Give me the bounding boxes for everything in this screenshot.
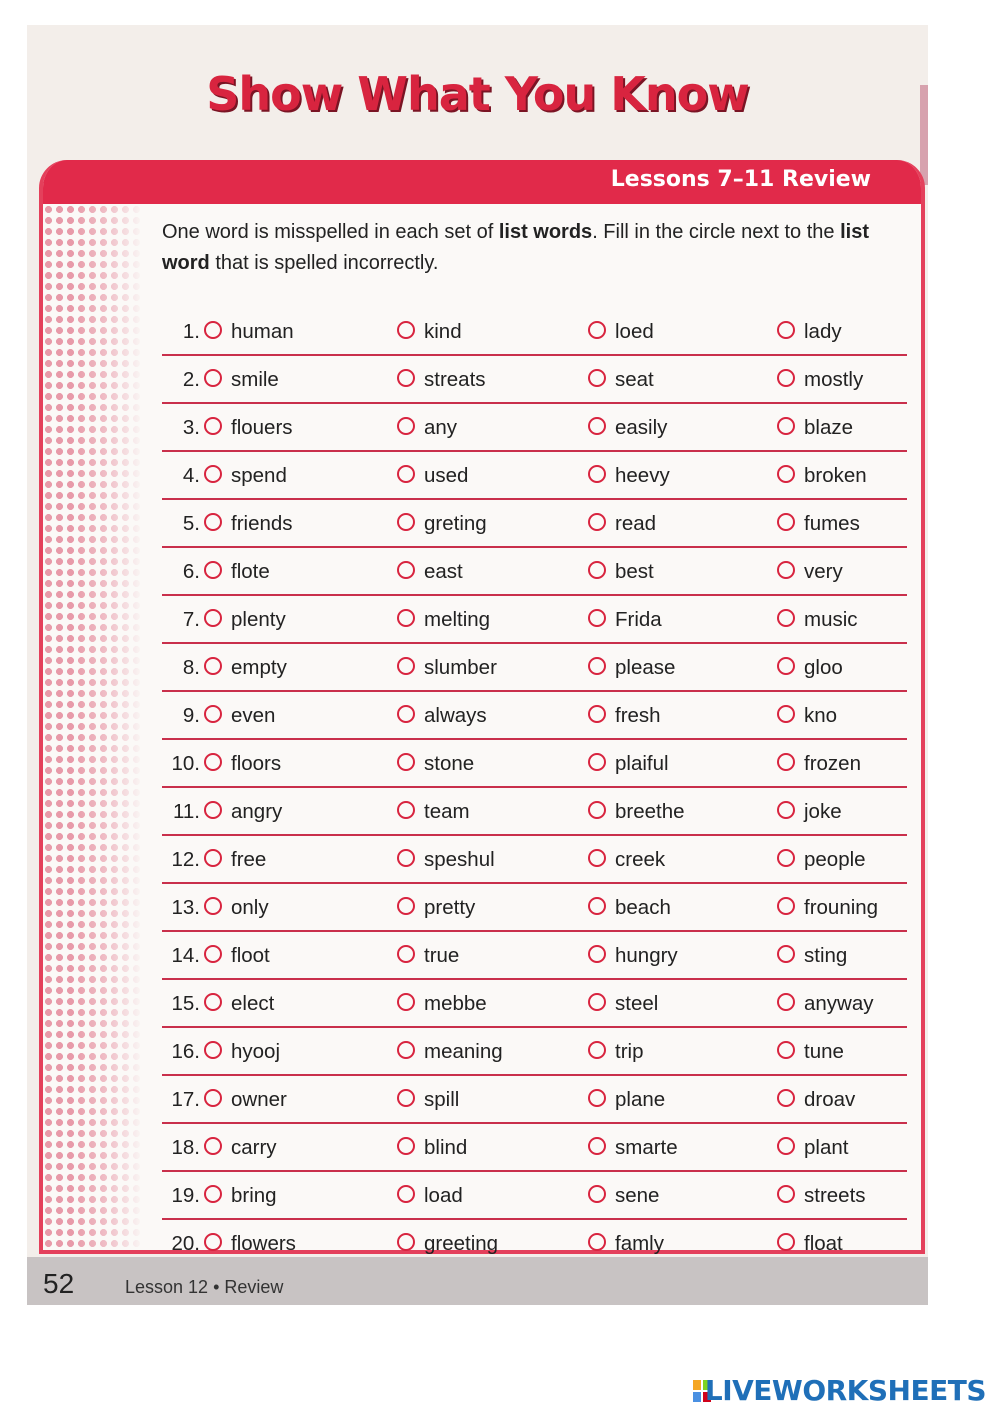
answer-option[interactable] <box>777 1040 844 1064</box>
option-word: frozen <box>804 752 861 775</box>
answer-option[interactable] <box>204 608 286 632</box>
option-word: easily <box>615 416 668 439</box>
answer-option[interactable] <box>588 800 685 824</box>
radio-circle-icon[interactable] <box>397 1041 415 1059</box>
answer-option[interactable] <box>777 1088 855 1112</box>
answer-option[interactable] <box>204 368 279 392</box>
answer-option[interactable] <box>588 560 654 584</box>
question-row <box>162 884 907 932</box>
radio-circle-icon[interactable] <box>777 561 795 579</box>
option-word: breethe <box>615 800 685 823</box>
option-word: blaze <box>804 416 854 439</box>
answer-option[interactable] <box>588 656 675 680</box>
answer-option[interactable] <box>397 560 463 584</box>
radio-circle-icon[interactable] <box>204 1089 222 1107</box>
answer-option[interactable] <box>777 896 878 920</box>
option-word: mebbe <box>424 992 487 1015</box>
option-word: read <box>615 512 657 535</box>
question-row <box>162 1028 907 1076</box>
option-word: loed <box>615 320 654 343</box>
radio-circle-icon[interactable] <box>204 849 222 867</box>
answer-option[interactable] <box>204 1232 296 1256</box>
option-word: heevy <box>615 464 670 487</box>
radio-circle-icon[interactable] <box>204 753 222 771</box>
option-word: smile <box>231 368 279 391</box>
answer-option[interactable] <box>204 992 274 1016</box>
question-row <box>162 452 907 500</box>
answer-option[interactable] <box>397 368 486 392</box>
answer-option[interactable] <box>588 992 658 1016</box>
option-word: only <box>231 896 269 919</box>
radio-circle-icon[interactable] <box>777 849 795 867</box>
answer-option[interactable] <box>204 1136 277 1160</box>
option-word: tune <box>804 1040 844 1063</box>
option-word: plane <box>615 1088 666 1111</box>
option-word: people <box>804 848 866 871</box>
question-row <box>162 308 907 356</box>
answer-option[interactable] <box>588 1136 678 1160</box>
answer-option[interactable] <box>588 608 662 632</box>
option-word: greting <box>424 512 487 535</box>
answer-option[interactable] <box>588 944 678 968</box>
answer-option[interactable] <box>397 464 468 488</box>
option-word: joke <box>804 800 842 823</box>
answer-option[interactable] <box>397 512 487 536</box>
option-word: spill <box>424 1088 460 1111</box>
radio-circle-icon[interactable] <box>204 1137 222 1155</box>
option-word: pretty <box>424 896 476 919</box>
radio-circle-icon[interactable] <box>777 1089 795 1107</box>
answer-option[interactable] <box>588 1088 665 1112</box>
radio-circle-icon[interactable] <box>204 1041 222 1059</box>
answer-option[interactable] <box>397 1040 503 1064</box>
option-word: any <box>424 416 458 439</box>
option-word: true <box>424 944 460 967</box>
option-word: free <box>231 848 267 871</box>
answer-option[interactable] <box>777 416 853 440</box>
question-number: 17. <box>171 1088 200 1111</box>
instructions-text: One word is misspelled in each set of list words. Fill in the circle next to the list word that is spelled incorrectly. <box>162 221 869 274</box>
answer-option[interactable] <box>397 1184 463 1208</box>
radio-circle-icon[interactable] <box>204 321 222 339</box>
radio-circle-icon[interactable] <box>397 465 415 483</box>
option-word: elect <box>231 992 275 1015</box>
answer-option[interactable] <box>204 416 293 440</box>
option-word: streats <box>424 368 486 391</box>
radio-circle-icon[interactable] <box>204 801 222 819</box>
radio-circle-icon[interactable] <box>588 705 606 723</box>
answer-option[interactable] <box>204 752 281 776</box>
radio-circle-icon[interactable] <box>777 321 795 339</box>
option-word: beach <box>615 896 671 919</box>
question-row <box>162 692 907 740</box>
option-word: streets <box>804 1184 866 1207</box>
question-number: 11. <box>173 800 200 823</box>
answer-option[interactable] <box>588 320 654 344</box>
radio-circle-icon[interactable] <box>588 1041 606 1059</box>
answer-option[interactable] <box>777 608 858 632</box>
question-number: 3. <box>182 416 200 439</box>
radio-circle-icon[interactable] <box>588 417 606 435</box>
radio-circle-icon[interactable] <box>204 897 222 915</box>
question-row <box>162 1172 907 1220</box>
radio-circle-icon[interactable] <box>397 657 415 675</box>
answer-option[interactable] <box>204 464 287 488</box>
option-word: seat <box>615 368 654 391</box>
answer-option[interactable] <box>204 1040 280 1064</box>
answer-option[interactable] <box>588 704 661 728</box>
radio-circle-icon[interactable] <box>397 849 415 867</box>
radio-circle-icon[interactable] <box>204 561 222 579</box>
radio-circle-icon[interactable] <box>777 417 795 435</box>
radio-circle-icon[interactable] <box>588 1185 606 1203</box>
radio-circle-icon[interactable] <box>777 1137 795 1155</box>
option-word: stone <box>424 752 475 775</box>
radio-circle-icon[interactable] <box>588 849 606 867</box>
question-number: 19. <box>171 1184 200 1207</box>
answer-option[interactable] <box>588 1232 664 1256</box>
answer-option[interactable] <box>397 1232 498 1256</box>
radio-circle-icon[interactable] <box>588 1233 606 1251</box>
question-number: 15. <box>171 992 200 1015</box>
question-number: 18. <box>171 1136 200 1159</box>
question-row <box>162 404 907 452</box>
question-row <box>162 548 907 596</box>
option-word: hungry <box>615 944 678 967</box>
answer-option[interactable] <box>397 944 459 968</box>
option-word: Frida <box>615 608 662 631</box>
option-word: very <box>804 560 843 583</box>
answer-option[interactable] <box>777 560 843 584</box>
option-word: broken <box>804 464 867 487</box>
radio-circle-icon[interactable] <box>777 609 795 627</box>
question-row <box>162 1124 907 1172</box>
answer-option[interactable] <box>204 800 282 824</box>
question-number: 16. <box>171 1040 200 1063</box>
question-row <box>162 836 907 884</box>
question-number: 14. <box>171 944 200 967</box>
radio-circle-icon[interactable] <box>777 705 795 723</box>
answer-option[interactable] <box>777 464 867 488</box>
answer-option[interactable] <box>397 992 487 1016</box>
option-word: kno <box>804 704 838 727</box>
radio-circle-icon[interactable] <box>204 369 222 387</box>
radio-circle-icon[interactable] <box>397 561 415 579</box>
answer-option[interactable] <box>397 800 470 824</box>
option-word: flote <box>231 560 270 583</box>
bold-list-words: list words <box>498 221 593 243</box>
option-word: carry <box>231 1136 277 1159</box>
answer-option[interactable] <box>777 368 863 392</box>
radio-circle-icon[interactable] <box>777 657 795 675</box>
answer-option[interactable] <box>204 1184 277 1208</box>
radio-circle-icon[interactable] <box>204 1233 222 1251</box>
radio-circle-icon[interactable] <box>397 1137 415 1155</box>
option-word: creek <box>615 848 666 871</box>
radio-circle-icon[interactable] <box>397 1233 415 1251</box>
radio-circle-icon[interactable] <box>588 657 606 675</box>
option-word: sting <box>804 944 848 967</box>
answer-option[interactable] <box>397 416 457 440</box>
radio-circle-icon[interactable] <box>777 801 795 819</box>
radio-circle-icon[interactable] <box>777 513 795 531</box>
option-word: trip <box>615 1040 644 1063</box>
option-word: plenty <box>231 608 286 631</box>
option-word: famly <box>615 1232 664 1255</box>
worksheet-page <box>27 25 928 1305</box>
answer-option[interactable] <box>204 512 293 536</box>
radio-circle-icon[interactable] <box>204 513 222 531</box>
radio-circle-icon[interactable] <box>777 753 795 771</box>
radio-circle-icon[interactable] <box>777 945 795 963</box>
answer-option[interactable] <box>204 320 294 344</box>
radio-circle-icon[interactable] <box>777 993 795 1011</box>
radio-circle-icon[interactable] <box>397 1089 415 1107</box>
answer-option[interactable] <box>777 944 847 968</box>
option-word: always <box>424 704 487 727</box>
answer-option[interactable] <box>397 608 490 632</box>
panel-header <box>43 160 921 204</box>
option-word: best <box>615 560 654 583</box>
answer-option[interactable] <box>588 416 667 440</box>
answer-option[interactable] <box>397 704 487 728</box>
radio-circle-icon[interactable] <box>204 945 222 963</box>
answer-option[interactable] <box>397 896 475 920</box>
page-title: Show What You Know <box>206 67 749 121</box>
radio-circle-icon[interactable] <box>204 705 222 723</box>
option-word: steel <box>615 992 659 1015</box>
radio-circle-icon[interactable] <box>777 1233 795 1251</box>
question-number: 6. <box>182 560 200 583</box>
option-word: melting <box>424 608 491 631</box>
option-word: slumber <box>424 656 497 679</box>
question-list <box>162 308 907 1268</box>
answer-option[interactable] <box>397 1136 467 1160</box>
answer-option[interactable] <box>588 1184 659 1208</box>
answer-option[interactable] <box>397 320 462 344</box>
radio-circle-icon[interactable] <box>204 465 222 483</box>
radio-circle-icon[interactable] <box>588 753 606 771</box>
option-word: hyooj <box>231 1040 281 1063</box>
footer-lesson-label: Lesson 12 • Review <box>125 1277 284 1297</box>
radio-circle-icon[interactable] <box>588 897 606 915</box>
radio-circle-icon[interactable] <box>397 993 415 1011</box>
radio-circle-icon[interactable] <box>204 1185 222 1203</box>
radio-circle-icon[interactable] <box>397 417 415 435</box>
question-row <box>162 1076 907 1124</box>
question-row <box>162 788 907 836</box>
question-number: 10. <box>171 752 200 775</box>
answer-option[interactable] <box>777 1232 843 1256</box>
option-word: plant <box>804 1136 849 1159</box>
option-word: team <box>424 800 470 823</box>
radio-circle-icon[interactable] <box>588 945 606 963</box>
lessons-review-heading: Lessons 7–11 Review <box>610 167 871 192</box>
question-number: 9. <box>182 704 200 727</box>
radio-circle-icon[interactable] <box>588 321 606 339</box>
radio-circle-icon[interactable] <box>397 945 415 963</box>
option-word: friends <box>231 512 293 535</box>
option-word: frouning <box>804 896 879 919</box>
option-word: load <box>424 1184 463 1207</box>
question-number: 8. <box>182 656 200 679</box>
radio-circle-icon[interactable] <box>588 1137 606 1155</box>
question-number: 4. <box>182 464 200 487</box>
question-row <box>162 932 907 980</box>
answer-option[interactable] <box>777 1184 866 1208</box>
answer-option[interactable] <box>777 848 866 872</box>
radio-circle-icon[interactable] <box>777 1041 795 1059</box>
radio-circle-icon[interactable] <box>397 609 415 627</box>
answer-option[interactable] <box>777 1136 848 1160</box>
question-row <box>162 596 907 644</box>
option-word: human <box>231 320 294 343</box>
radio-circle-icon[interactable] <box>777 465 795 483</box>
option-word: meaning <box>424 1040 503 1063</box>
option-word: flouers <box>231 416 293 439</box>
option-word: blind <box>424 1136 468 1159</box>
option-word: angry <box>231 800 283 823</box>
option-word: fumes <box>804 512 860 535</box>
question-number: 7. <box>182 608 200 631</box>
question-row <box>162 500 907 548</box>
radio-circle-icon[interactable] <box>777 1185 795 1203</box>
radio-circle-icon[interactable] <box>397 513 415 531</box>
radio-circle-icon[interactable] <box>204 657 222 675</box>
radio-circle-icon[interactable] <box>588 801 606 819</box>
option-word: owner <box>231 1088 287 1111</box>
answer-option[interactable] <box>204 896 269 920</box>
answer-option[interactable] <box>397 656 497 680</box>
question-number: 12. <box>171 848 200 871</box>
question-number: 5. <box>182 512 200 535</box>
option-word: droav <box>804 1088 856 1111</box>
radio-circle-icon[interactable] <box>397 753 415 771</box>
answer-option[interactable] <box>204 560 270 584</box>
answer-option[interactable] <box>777 704 837 728</box>
option-word: fresh <box>615 704 661 727</box>
option-word: empty <box>231 656 287 679</box>
option-word: lady <box>804 320 842 343</box>
answer-option[interactable] <box>588 896 671 920</box>
bold-list-word: list word <box>162 221 869 274</box>
radio-circle-icon[interactable] <box>204 609 222 627</box>
radio-circle-icon[interactable] <box>397 321 415 339</box>
answer-option[interactable] <box>588 512 656 536</box>
option-word: east <box>424 560 463 583</box>
radio-circle-icon[interactable] <box>397 897 415 915</box>
radio-circle-icon[interactable] <box>397 801 415 819</box>
option-word: float <box>804 1232 843 1255</box>
dot-pattern-decoration <box>43 204 143 1254</box>
option-word: speshul <box>424 848 495 871</box>
answer-option[interactable] <box>777 512 860 536</box>
answer-option[interactable] <box>588 752 669 776</box>
question-row <box>162 740 907 788</box>
radio-circle-icon[interactable] <box>397 1185 415 1203</box>
option-word: flowers <box>231 1232 296 1255</box>
radio-circle-icon[interactable] <box>588 561 606 579</box>
option-word: sene <box>615 1184 660 1207</box>
radio-circle-icon[interactable] <box>777 897 795 915</box>
question-number: 1. <box>182 320 200 343</box>
answer-option[interactable] <box>397 848 495 872</box>
question-row <box>162 644 907 692</box>
answer-option[interactable] <box>588 1040 643 1064</box>
radio-circle-icon[interactable] <box>588 369 606 387</box>
option-word: smarte <box>615 1136 678 1159</box>
answer-option[interactable] <box>588 368 654 392</box>
option-word: even <box>231 704 276 727</box>
question-number: 2. <box>182 368 200 391</box>
option-word: gloo <box>804 656 843 679</box>
radio-circle-icon[interactable] <box>588 993 606 1011</box>
answer-option[interactable] <box>777 752 861 776</box>
question-row <box>162 356 907 404</box>
answer-option[interactable] <box>204 656 287 680</box>
option-word: floot <box>231 944 270 967</box>
radio-circle-icon[interactable] <box>397 705 415 723</box>
answer-option[interactable] <box>204 848 266 872</box>
answer-option[interactable] <box>777 320 842 344</box>
answer-option[interactable] <box>588 464 670 488</box>
radio-circle-icon[interactable] <box>588 1089 606 1107</box>
liveworksheets-brand: LIVEWORKSHEETS <box>704 1374 986 1407</box>
radio-circle-icon[interactable] <box>204 993 222 1011</box>
question-number: 13. <box>171 896 200 919</box>
answer-option[interactable] <box>777 992 874 1016</box>
option-word: used <box>424 464 469 487</box>
radio-circle-icon[interactable] <box>777 369 795 387</box>
option-word: kind <box>424 320 462 343</box>
radio-circle-icon[interactable] <box>397 369 415 387</box>
option-word: spend <box>231 464 287 487</box>
option-word: plaiful <box>615 752 669 775</box>
page-number: 52 <box>43 1268 75 1299</box>
question-number: 20. <box>171 1232 200 1255</box>
answer-option[interactable] <box>204 1088 287 1112</box>
option-word: anyway <box>804 992 874 1015</box>
radio-circle-icon[interactable] <box>204 417 222 435</box>
answer-option[interactable] <box>204 704 275 728</box>
question-row <box>162 980 907 1028</box>
option-word: bring <box>231 1184 277 1207</box>
radio-circle-icon[interactable] <box>588 513 606 531</box>
answer-option[interactable] <box>397 752 474 776</box>
answer-option[interactable] <box>777 656 843 680</box>
answer-option[interactable] <box>204 944 270 968</box>
answer-option[interactable] <box>777 800 842 824</box>
option-word: floors <box>231 752 282 775</box>
radio-circle-icon[interactable] <box>588 465 606 483</box>
option-word: music <box>804 608 858 631</box>
option-word: please <box>615 656 676 679</box>
answer-option[interactable] <box>588 848 665 872</box>
option-word: mostly <box>804 368 864 391</box>
answer-option[interactable] <box>397 1088 459 1112</box>
radio-circle-icon[interactable] <box>588 609 606 627</box>
option-word: greeting <box>424 1232 499 1255</box>
